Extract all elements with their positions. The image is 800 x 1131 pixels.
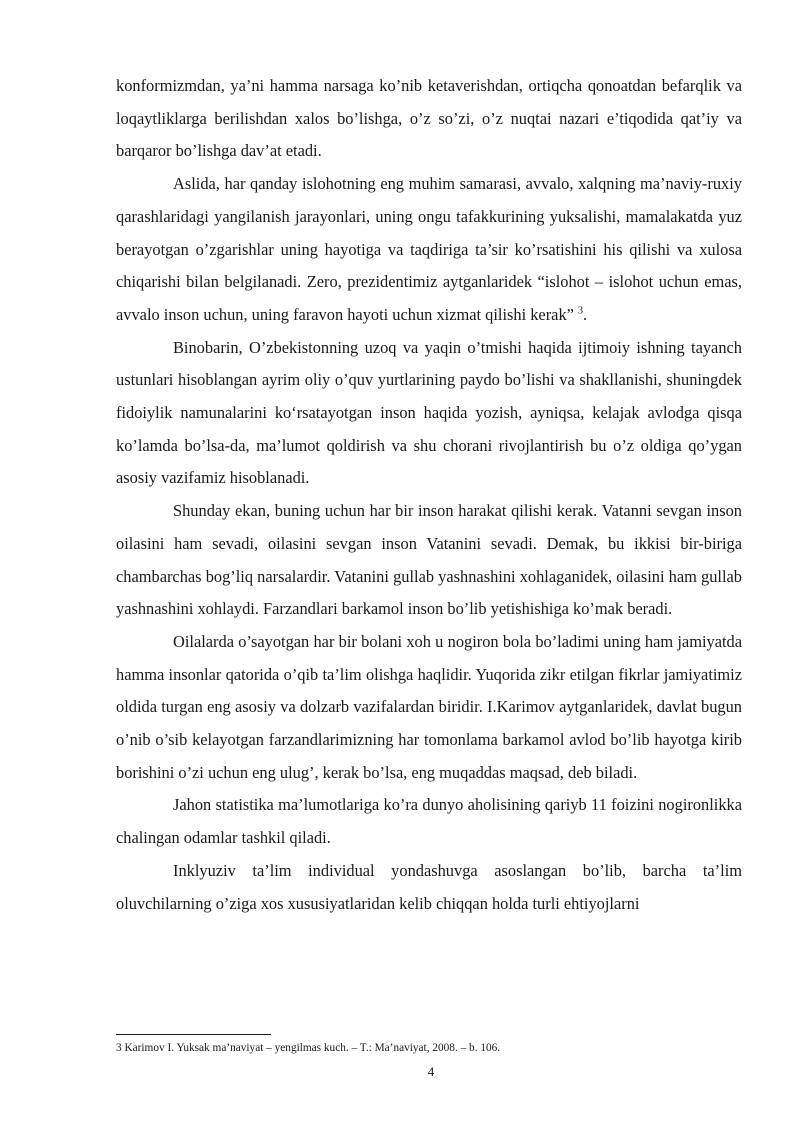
paragraph-4: Shunday ekan, buning uchun har bir inson harakat qilishi kerak. Vatanni sevgan inson oilasini ham sevadi, oilasini sevgan inson Vatanini sevadi. Demak, bu ikkisi bir-biriga chambarchas bog’liq narsalardir. Vatanini gullab yashnashini xohlaganidek, oilasini ham gullab yashnashini xohlaydi. Farzandlari barkamol inson bo’lib yetishishiga ko’mak beradi. xyxy=(116,501,742,619)
paragraph-7: Inklyuziv ta’lim individual yondashuvga asoslangan bo’lib, barcha ta’lim oluvchilarning o’ziga xos xususiyatlaridan kelib chiqqan holda turli ehtiyojlarni xyxy=(116,860,742,913)
paragraph-3: Binobarin, O’zbekistonning uzoq va yaqin o’tmishi haqida ijtimoiy ishning tayanch ustunlari hisoblangan ayrim oliy o’quv yurtlarining paydo bo’lishi va shakllanishi, shuningdek fidoiylik namunalarini koʻrsatayotgan inson haqida yozish, ayniqsa, kelajak avlodga qisqa ko’lamda bo’lsa-da, ma’lumot qoldirish va shu chorani rivojlantirish bu o’z oldiga qo’ygan asosiy vazifamiz hisoblanadi. xyxy=(116,337,742,488)
paragraph-1: konformizmdan, ya’ni hamma narsaga ko’nib ketaverishdan, ortiqcha qonoatdan befarqlik va loqaytliklarga berilishdan xalos bo’lishga, o’z so’zi, o’z nuqtai nazari e’tiqodida qat’iy va barqaror bo’lishga dav’at etadi. xyxy=(116,76,742,161)
paragraph-2-end: . xyxy=(583,304,588,324)
paragraph-2-text: Aslida, har qanday islohotning eng muhim samarasi, avvalo, xalqning ma’naviy-ruxiy qarashlaridagi yangilanish jarayonlari, uning ongu tafakkurining yuksalishi, mamalakatda yuz berayotgan o’zgarishlar uning hayotiga va taqdiriga ta’sir ko’rsatishini his qilishi va xulosa chiqarishi bilan belgilanadi. Zero, prezidentimiz aytganlaridek “islohot – islohot uchun emas, avvalo inson uchun, uning faravon hayoti uchun xizmat qilishi kerak” xyxy=(116,174,742,324)
footnote-divider xyxy=(116,1034,271,1035)
paragraph-5: Oilalarda o’sayotgan har bir bolani xoh u nogiron bola bo’ladimi uning ham jamiyatda hamma insonlar qatorida o’qib ta’lim olishga haqlidir. Yuqorida zikr etilgan fikrlar jamiyatimiz oldida turgan eng asosiy va dolzarb vazifalardan biridir. I.Karimov aytganlaridek, davlat bugun o’nib o’sib kelayotgan farzandlarimizning har tomonlama barkamol avlod bo’lib hayotga kirib borishini o’zi uchun eng ulug’, kerak bo’lsa, eng muqaddas maqsad, deb biladi. xyxy=(116,631,742,782)
body-text xyxy=(116,70,742,920)
paragraph-6: Jahon statistika ma’lumotlariga ko’ra dunyo aholisining qariyb 11 foizini nogironlikka chalingan odamlar tashkil qiladi. xyxy=(116,795,742,848)
page-number: 4 xyxy=(427,1064,435,1079)
paragraph-2 xyxy=(116,168,742,332)
footnote-reference[interactable]: 3 xyxy=(578,305,584,317)
footnote: 3 Karimov I. Yuksak ma’naviyat – yengilmas kuch. – T.: Ma’naviyat, 2008. – b. 106. xyxy=(116,1042,501,1054)
